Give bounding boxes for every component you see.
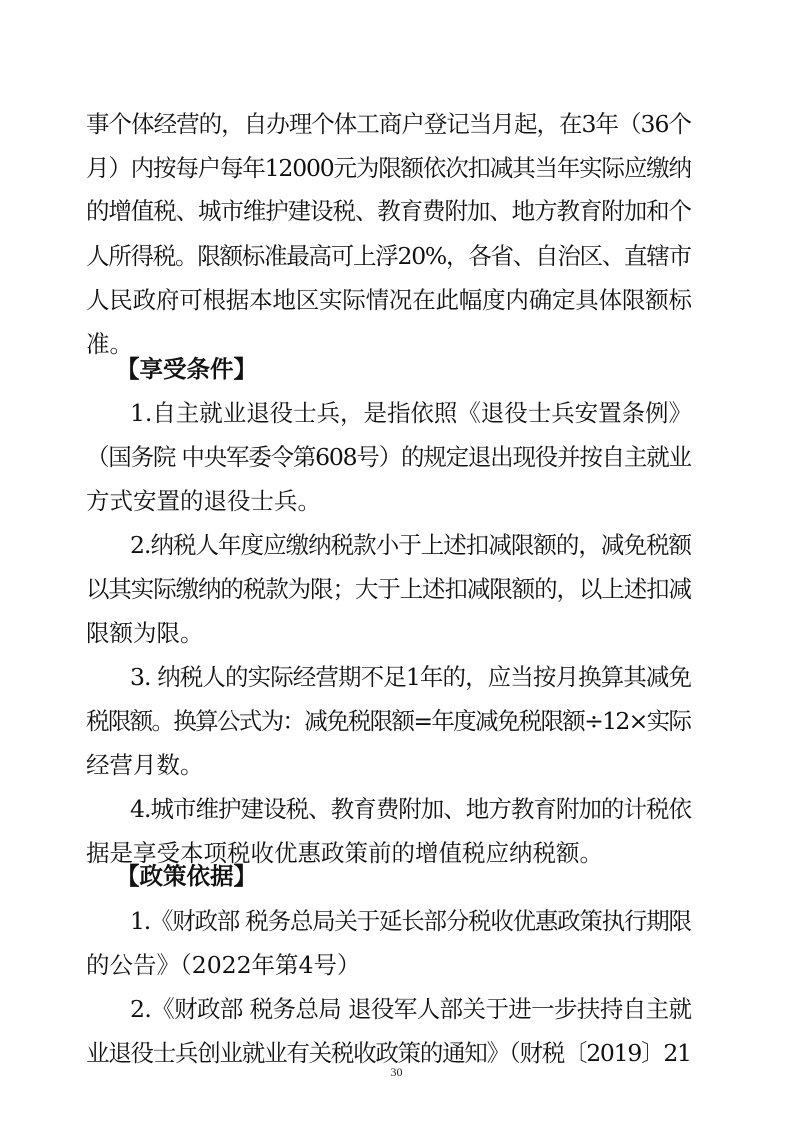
body-text-line: 人所得税。限额标准最高可上浮20%，各省、自治区、直辖市 <box>86 242 691 270</box>
body-text-line: 事个体经营的，自办理个体工商户登记当月起，在3年（36个 <box>86 110 692 138</box>
body-text-line: 的增值税、城市维护建设税、教育费附加、地方教育附加和个 <box>86 197 691 225</box>
body-text-line: 人民政府可根据本地区实际情况在此幅度内确定具体限额标 <box>86 286 692 314</box>
body-text-line: 的公告》（2022年第4号） <box>86 951 361 979</box>
body-text-line: 税限额。换算公式为：减免税限额=年度减免税限额÷12×实际 <box>86 707 691 735</box>
body-text-line: 经营月数。 <box>86 751 204 779</box>
body-text-line: （国务院 中央军委令第608号）的规定退出现役并按自主就业 <box>86 443 691 471</box>
body-text-line: 据是享受本项税收优惠政策前的增值税应纳税额。 <box>86 839 603 867</box>
section-heading-policy-basis: 【政策依据】 <box>116 862 257 890</box>
body-text-line: 月）内按每户每年12000元为限额依次扣减其当年实际应缴纳 <box>86 154 691 182</box>
body-text-line: 以其实际缴纳的税款为限；大于上述扣减限额的，以上述扣减 <box>86 575 691 603</box>
body-text-line: 限额为限。 <box>86 619 204 647</box>
body-text-line: 2.《财政部 税务总局 退役军人部关于进一步扶持自主就 <box>130 995 692 1023</box>
page-number: 30 <box>390 1065 403 1079</box>
body-text-line: 3. 纳税人的实际经营期不足1年的，应当按月换算其减免 <box>130 663 692 691</box>
body-text-line: 准。 <box>86 330 133 358</box>
body-text-line: 4.城市维护建设税、教育费附加、地方教育附加的计税依 <box>130 795 692 823</box>
section-heading-conditions: 【享受条件】 <box>116 355 257 383</box>
body-text-line: 1.《财政部 税务总局关于延长部分税收优惠政策执行期限 <box>130 907 691 935</box>
body-text-line: 2.纳税人年度应缴纳税款小于上述扣减限额的，减免税额 <box>130 531 692 559</box>
body-text-line: 方式安置的退役士兵。 <box>86 487 321 515</box>
body-text-line: 业退役士兵创业就业有关税收政策的通知》（财税〔2019〕21 <box>86 1039 691 1067</box>
body-text-line: 1.自主就业退役士兵，是指依照《退役士兵安置条例》 <box>130 399 692 427</box>
